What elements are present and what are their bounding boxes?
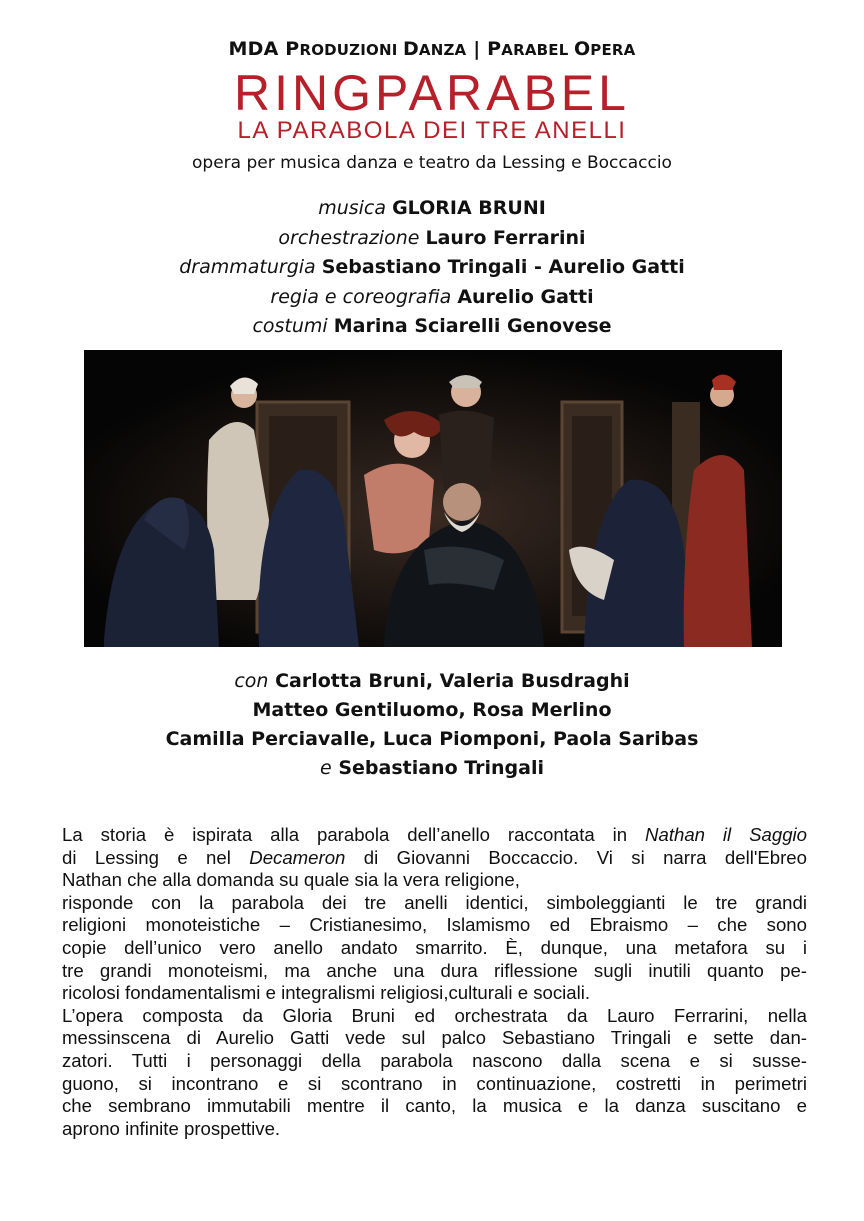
text-line: Nathan che alla domanda su quale sia la vera religione, [62, 869, 520, 891]
text-line: guono, si incontrano e si scontrano in continuazione, costretti in perimetri [62, 1072, 807, 1094]
text-line: copie dell’unico vero anello andato smarrito. È, dunque, una metafora su i [62, 936, 807, 958]
text-line: ricolosi fondamentalismi e integralismi religiosi,culturali e sociali. [62, 982, 591, 1004]
text-line: messinscena di Aurelio Gatti vede sul palco Sebastiano Tringali e sette dan- [62, 1027, 807, 1049]
producers-text-segment: O [573, 38, 591, 60]
producers-text-segment: RODUZIONI [299, 41, 403, 59]
work-title: Decameron [249, 846, 346, 868]
text-line: zatori. Tutti i personaggi della parabola nascono dalla scena e si susse- [62, 1049, 807, 1071]
credit-costumes [0, 312, 864, 342]
credit-name: Sebastiano Tringali - Aurelio Gatti [321, 256, 685, 278]
credit-role: musica [318, 197, 387, 219]
text-segment: di Giovanni Boccaccio. Vi si narra dell'Ebreo [345, 846, 807, 868]
cast-lead-word: con [234, 670, 269, 692]
credit-direction [0, 283, 864, 313]
producers-text-segment: P [487, 38, 502, 60]
cast-names: Sebastiano Tringali [338, 757, 544, 779]
text-segment: di Lessing e nel [62, 846, 250, 868]
text-line: aprono infinite prospettive. [62, 1117, 281, 1139]
producers-text-segment: MDA [228, 38, 286, 60]
credit-name: Marina Sciarelli Genovese [333, 315, 612, 337]
credit-name: GLORIA BRUNI [392, 197, 546, 219]
producers-line [0, 38, 864, 60]
producers-text-segment: ANZA [418, 41, 467, 59]
producers-text-segment: ARABEL [501, 41, 574, 59]
cast-names: Carlotta Bruni, Valeria Busdraghi [275, 670, 630, 692]
text-line [62, 847, 807, 870]
show-title: RINGPARABEL [234, 65, 630, 121]
credit-role: costumi [252, 315, 328, 337]
text-segment: La storia è ispirata alla parabola dell’anello raccontata in [62, 824, 646, 845]
producers-text-segment: D [402, 38, 419, 60]
cast-line-4 [0, 754, 864, 783]
text-line: risponde con la parabola dei tre anelli identici, simboleggianti le tre grandi [62, 891, 807, 913]
credit-role: regia e coreografia [270, 285, 452, 308]
credit-orchestration [0, 224, 864, 254]
credit-name: Aurelio Gatti [457, 285, 594, 308]
show-subtitle: LA PARABOLA DEI TRE ANELLI [237, 117, 627, 144]
cast-line-3: Camilla Perciavalle, Luca Piomponi, Paola Saribas [165, 728, 699, 750]
cast-line-1 [0, 667, 864, 696]
cast-line-2: Matteo Gentiluomo, Rosa Merlino [252, 699, 612, 721]
producers-text-segment: | [466, 38, 488, 60]
text-line [62, 824, 807, 847]
cast-block [0, 667, 864, 783]
show-tagline: opera per musica danza e teatro da Lessing e Boccaccio [192, 153, 672, 173]
text-line: L’opera composta da Gloria Bruni ed orchestrata da Lauro Ferrarini, nella [62, 1004, 807, 1026]
synopsis-paragraph-1 [62, 824, 807, 1005]
stage-photo [84, 350, 782, 647]
synopsis-paragraph-2 [62, 1005, 807, 1141]
credit-dramaturgy [0, 253, 864, 283]
text-line: religioni monoteistiche – Cristianesimo, Islamismo ed Ebraismo – che sono [62, 914, 807, 936]
synopsis [62, 824, 807, 1140]
stage-photo-illustration [84, 350, 782, 647]
text-line: che sembrano immutabili mentre il canto, la musica e la danza suscitano e [62, 1095, 807, 1117]
credit-role: drammaturgia [179, 256, 316, 278]
credits-block [0, 194, 864, 342]
credit-name: Lauro Ferrarini [425, 226, 586, 249]
credit-role: orchestrazione [278, 226, 420, 249]
producers-text-segment: P [285, 38, 300, 60]
text-line: tre grandi monoteismi, ma anche una dura riflessione sugli inutili quanto pe- [62, 959, 807, 981]
producers-text-segment: PERA [590, 41, 636, 59]
credit-music [0, 194, 864, 224]
work-title: Nathan il Saggio [645, 824, 808, 845]
cast-last-conjunction: e [320, 757, 332, 779]
